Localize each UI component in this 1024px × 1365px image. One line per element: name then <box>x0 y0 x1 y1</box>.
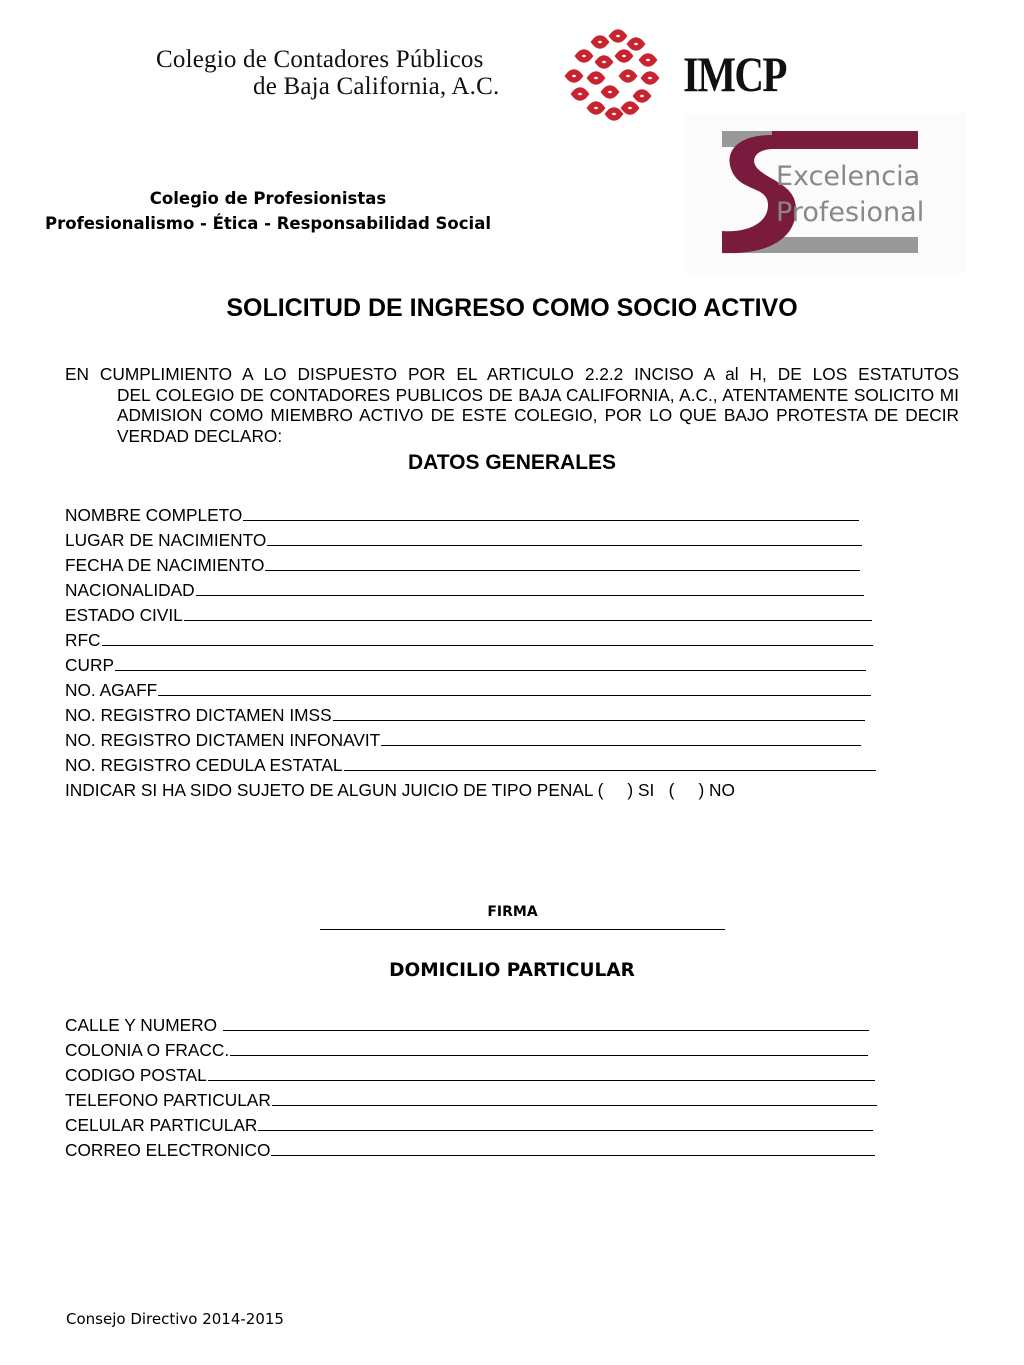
field-label: CALLE Y NUMERO <box>65 1015 222 1035</box>
field-label: TELEFONO PARTICULAR <box>65 1090 271 1110</box>
field-line[interactable] <box>265 553 860 571</box>
field-nacionalidad[interactable] <box>65 578 876 603</box>
excellence-line1: Excelencia <box>776 161 921 192</box>
field-label: CODIGO POSTAL <box>65 1065 207 1085</box>
field-label: NO. REGISTRO DICTAMEN INFONAVIT <box>65 730 381 750</box>
field-line[interactable] <box>230 1038 868 1056</box>
excelencia-profesional-logo <box>684 113 966 273</box>
field-label: COLONIA O FRACC. <box>65 1040 230 1060</box>
field-rfc[interactable] <box>65 628 876 653</box>
field-calle-numero[interactable] <box>65 1013 877 1038</box>
field-line[interactable] <box>158 678 871 696</box>
field-label: NO. REGISTRO CEDULA ESTATAL <box>65 755 343 775</box>
field-label: NACIONALIDAD <box>65 580 195 600</box>
field-label: FECHA DE NACIMIENTO <box>65 555 265 575</box>
organization-name-line2: de Baja California, A.C. <box>253 73 500 100</box>
field-registro-imss[interactable] <box>65 703 876 728</box>
field-no-agaff[interactable] <box>65 678 876 703</box>
field-label: NOMBRE COMPLETO <box>65 505 243 525</box>
tagline <box>0 186 536 236</box>
field-line[interactable] <box>272 1088 877 1106</box>
field-line[interactable] <box>271 1138 875 1156</box>
field-line[interactable] <box>344 753 876 771</box>
field-nombre-completo[interactable] <box>65 503 876 528</box>
field-telefono[interactable] <box>65 1088 877 1113</box>
document-title: SOLICITUD DE INGRESO COMO SOCIO ACTIVO <box>226 294 798 322</box>
section-heading-datos-generales: DATOS GENERALES <box>407 451 617 474</box>
intro-first-line: EN CUMPLIMIENTO A LO DISPUESTO POR EL ARTICULO 2.2.2 INCISO A al H, DE LOS ESTATUTOS <box>65 364 959 384</box>
footer-text: Consejo Directivo 2014-2015 <box>66 1310 284 1328</box>
field-curp[interactable] <box>65 653 876 678</box>
field-registro-cedula[interactable] <box>65 753 876 778</box>
field-line[interactable] <box>184 603 872 621</box>
address-fields <box>65 1013 877 1163</box>
field-line[interactable] <box>258 1113 873 1131</box>
penal-question[interactable]: INDICAR SI HA SIDO SUJETO DE ALGUN JUICIO DE TIPO PENAL ( ) SI ( ) NO <box>65 780 735 800</box>
tagline-line1: Colegio de Profesionistas <box>149 189 387 208</box>
field-line[interactable] <box>223 1013 869 1031</box>
field-colonia[interactable] <box>65 1038 877 1063</box>
section-heading-domicilio: DOMICILIO PARTICULAR <box>389 960 635 981</box>
field-correo[interactable] <box>65 1138 877 1163</box>
field-label: RFC <box>65 630 101 650</box>
field-celular[interactable] <box>65 1113 877 1138</box>
field-line[interactable] <box>196 578 864 596</box>
colegio-logo-icon <box>560 28 662 124</box>
imcp-logo-text: IMCP <box>683 46 786 102</box>
intro-paragraph: DEL COLEGIO DE CONTADORES PUBLICOS DE BAJA CALIFORNIA, A.C., ATENTAMENTE SOLICITO MI ADMISION COMO MIEMBRO ACTIVO DE ESTE COLEGIO, POR LO QUE BAJO PROTESTA DE DECIR VERDAD DECLARO: <box>117 384 959 446</box>
field-registro-infonavit[interactable] <box>65 728 876 753</box>
field-label: NO. AGAFF <box>65 680 158 700</box>
field-fecha-nacimiento[interactable] <box>65 553 876 578</box>
field-label: NO. REGISTRO DICTAMEN IMSS <box>65 705 332 725</box>
field-label: CELULAR PARTICULAR <box>65 1115 258 1135</box>
field-label: CURP <box>65 655 114 675</box>
field-label: LUGAR DE NACIMIENTO <box>65 530 267 550</box>
field-line[interactable] <box>115 653 866 671</box>
field-label: ESTADO CIVIL <box>65 605 183 625</box>
field-line[interactable] <box>333 703 865 721</box>
field-line[interactable] <box>102 628 873 646</box>
field-line[interactable] <box>267 528 862 546</box>
field-label: CORREO ELECTRONICO <box>65 1140 271 1160</box>
signature-line[interactable] <box>320 929 725 930</box>
organization-name <box>156 46 546 100</box>
field-codigo-postal[interactable] <box>65 1063 877 1088</box>
excellence-line2: Profesional <box>776 197 925 228</box>
signature-label: FIRMA <box>487 904 538 920</box>
organization-name-line1: Colegio de Contadores Públicos <box>156 46 484 73</box>
tagline-line2: Profesionalismo - Ética - Responsabilidad Social <box>45 214 491 233</box>
general-fields <box>65 503 876 778</box>
field-estado-civil[interactable] <box>65 603 876 628</box>
field-line[interactable] <box>208 1063 875 1081</box>
field-lugar-nacimiento[interactable] <box>65 528 876 553</box>
field-line[interactable] <box>243 503 859 521</box>
field-line[interactable] <box>381 728 861 746</box>
